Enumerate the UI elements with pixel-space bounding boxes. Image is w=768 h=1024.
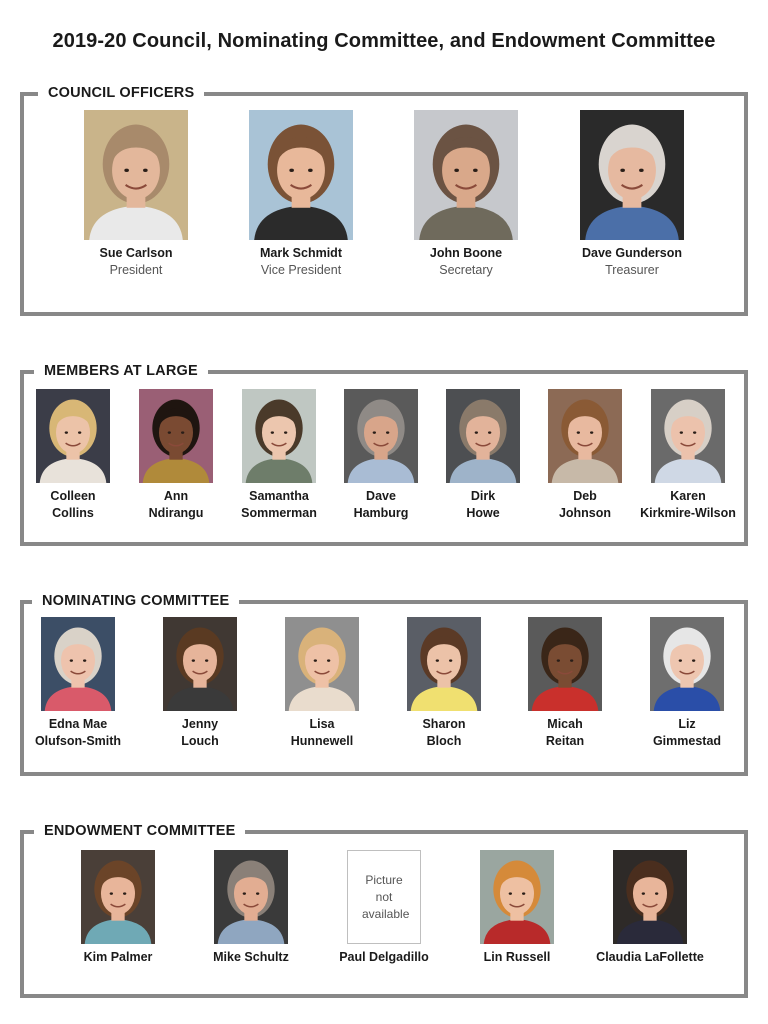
person-card (406, 110, 526, 279)
photo (41, 617, 115, 711)
person-last-name: Bloch (426, 734, 462, 748)
person-last-name: Kirkmire-Wilson (640, 506, 736, 520)
person-name: John Boone (429, 246, 503, 260)
photo-placeholder (347, 850, 421, 944)
person-name: Mike Schultz (213, 950, 289, 964)
person-card (384, 617, 504, 750)
person-last-name: Louch (181, 734, 219, 748)
person-card (628, 389, 748, 522)
photo (285, 617, 359, 711)
page-title: 2019-20 Council, Nominating Committee, and Endowment Committee (52, 30, 716, 52)
person-name (627, 716, 747, 750)
portrait-photo (36, 389, 110, 483)
portrait-photo (81, 850, 155, 944)
person-name (18, 716, 138, 750)
person-last-name: Hunnewell (290, 734, 354, 748)
portrait-photo (414, 110, 518, 240)
portrait-photo (446, 389, 520, 483)
person-card (76, 110, 196, 279)
portrait-photo (548, 389, 622, 483)
person-name (262, 716, 382, 750)
person-card (241, 110, 361, 279)
portrait-photo (651, 389, 725, 483)
photo (651, 389, 725, 483)
photo (407, 617, 481, 711)
person-name (116, 488, 236, 522)
portrait-photo (285, 617, 359, 711)
person-last-name: Sommerman (241, 506, 317, 520)
portrait-photo (613, 850, 687, 944)
person-first-name: Karen (670, 489, 706, 503)
photo (548, 389, 622, 483)
person-role: Secretary (439, 263, 493, 277)
photo (446, 389, 520, 483)
person-first-name: Sharon (422, 717, 466, 731)
person-card (58, 850, 178, 966)
person-name: Paul Delgadillo (339, 950, 429, 964)
person-name (628, 488, 748, 522)
portrait-photo (214, 850, 288, 944)
person-card (262, 617, 382, 750)
photo (36, 389, 110, 483)
person-first-name: Colleen (50, 489, 96, 503)
person-card (13, 389, 133, 522)
person-role: Treasurer (605, 263, 659, 277)
person-first-name: Jenny (181, 717, 219, 731)
person-role: President (109, 263, 163, 277)
portrait-photo (84, 110, 188, 240)
person-name: Mark Schmidt (260, 246, 342, 260)
photo (344, 389, 418, 483)
photo (414, 110, 518, 240)
person-name: Dave Gunderson (581, 246, 683, 260)
portrait-photo (163, 617, 237, 711)
person-first-name: Edna Mae (48, 717, 108, 731)
portrait-photo (650, 617, 724, 711)
portrait-photo (249, 110, 353, 240)
person-card (627, 617, 747, 750)
person-name (505, 716, 625, 750)
portrait-photo (41, 617, 115, 711)
photo (249, 110, 353, 240)
photo (528, 617, 602, 711)
photo (163, 617, 237, 711)
section-label: MEMBERS AT LARGE (34, 361, 208, 381)
person-last-name: Hamburg (353, 506, 409, 520)
person-first-name: Deb (573, 489, 597, 503)
person-card (116, 389, 236, 522)
person-card (191, 850, 311, 966)
person-last-name: Olufson-Smith (34, 734, 122, 748)
photo (84, 110, 188, 240)
portrait-photo (528, 617, 602, 711)
person-name: Sue Carlson (99, 246, 173, 260)
person-last-name: Howe (466, 506, 500, 520)
person-first-name: Dirk (470, 489, 496, 503)
photo (580, 110, 684, 240)
photo (242, 389, 316, 483)
person-first-name: Micah (547, 717, 583, 731)
photo (139, 389, 213, 483)
person-card (525, 389, 645, 522)
person-name (525, 488, 645, 522)
person-last-name: Johnson (558, 506, 612, 520)
photo (214, 850, 288, 944)
section-label: NOMINATING COMMITTEE (32, 591, 239, 611)
person-name (140, 716, 260, 750)
person-first-name: Dave (366, 489, 396, 503)
person-card (324, 850, 444, 966)
section-label: COUNCIL OFFICERS (38, 83, 204, 103)
person-name: Kim Palmer (83, 950, 153, 964)
person-card (18, 617, 138, 750)
person-name (13, 488, 133, 522)
person-card (572, 110, 692, 279)
photo (480, 850, 554, 944)
person-name: Claudia LaFollette (596, 950, 704, 964)
person-first-name: Samantha (249, 489, 309, 503)
person-role: Vice President (260, 263, 342, 277)
person-card (140, 617, 260, 750)
portrait-photo (580, 110, 684, 240)
portrait-photo (242, 389, 316, 483)
person-first-name: Liz (678, 717, 696, 731)
person-card (590, 850, 710, 966)
photo (81, 850, 155, 944)
person-card (505, 617, 625, 750)
portrait-photo (480, 850, 554, 944)
placeholder-text: Picture not available (362, 872, 410, 921)
portrait-photo (407, 617, 481, 711)
portrait-photo (344, 389, 418, 483)
person-last-name: Collins (52, 506, 94, 520)
portrait-photo (139, 389, 213, 483)
photo (613, 850, 687, 944)
person-last-name: Ndirangu (148, 506, 204, 520)
person-last-name: Gimmestad (652, 734, 722, 748)
person-first-name: Lisa (309, 717, 335, 731)
person-first-name: Ann (163, 489, 189, 503)
person-last-name: Reitan (545, 734, 585, 748)
person-card (457, 850, 577, 966)
section-label: ENDOWMENT COMMITTEE (34, 821, 245, 841)
person-name (384, 716, 504, 750)
person-name: Lin Russell (483, 950, 551, 964)
photo (650, 617, 724, 711)
